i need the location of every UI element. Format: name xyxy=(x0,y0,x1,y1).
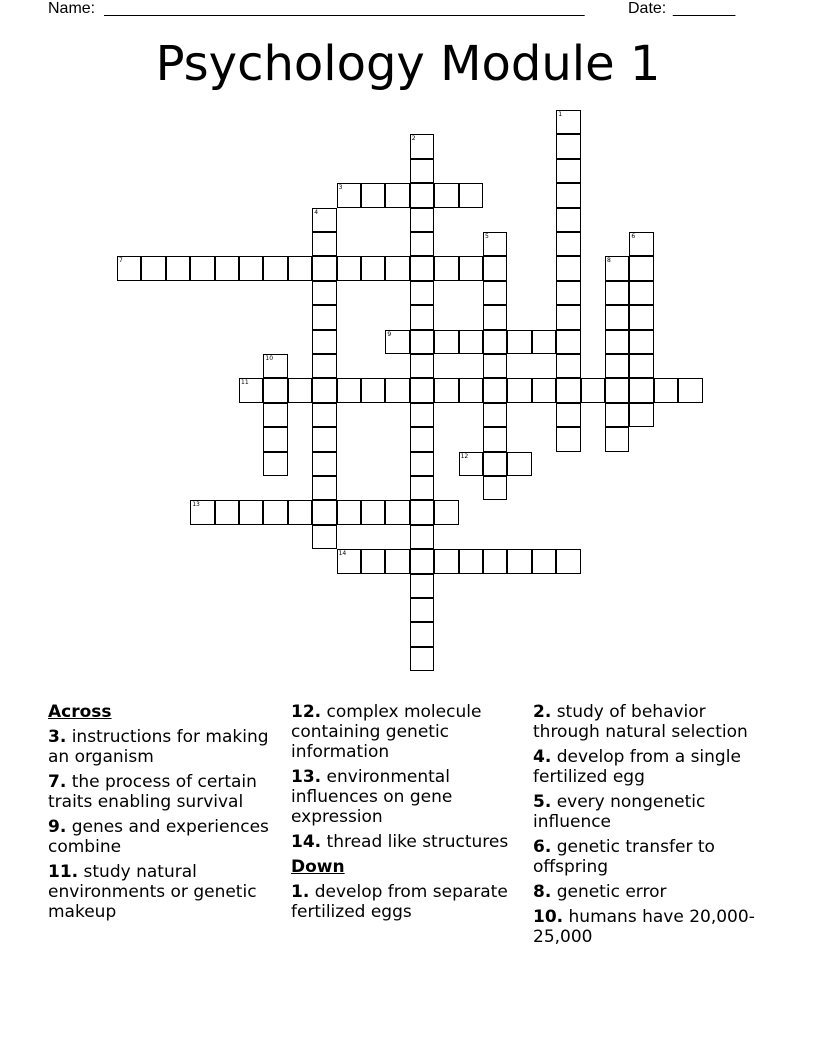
grid-cell[interactable] xyxy=(459,183,483,207)
clue-number: 9 xyxy=(387,330,392,338)
clue-item xyxy=(291,702,523,762)
clue-number-label: 8. xyxy=(533,882,552,902)
clue-item xyxy=(48,817,280,857)
grid-cell[interactable] xyxy=(263,452,287,476)
grid-cell[interactable] xyxy=(605,378,629,402)
grid-cell[interactable] xyxy=(361,378,385,402)
grid-cell[interactable] xyxy=(361,549,385,573)
grid-cell[interactable] xyxy=(507,452,531,476)
grid-cell[interactable] xyxy=(483,403,507,427)
grid-cell[interactable] xyxy=(312,305,336,329)
grid-cell[interactable] xyxy=(288,378,312,402)
clue-number: 1 xyxy=(558,111,563,118)
grid-cell[interactable] xyxy=(459,378,483,402)
grid-cell[interactable] xyxy=(312,452,336,476)
grid-cell[interactable] xyxy=(337,549,361,573)
clue-text: the process of certain traits enabling survival xyxy=(48,772,257,812)
grid-cell[interactable] xyxy=(410,183,434,207)
grid-cell[interactable] xyxy=(312,256,336,280)
clue-text: genes and experiences combine xyxy=(48,817,269,857)
grid-cell[interactable] xyxy=(410,159,434,183)
grid-cell[interactable] xyxy=(410,232,434,256)
grid-cell[interactable] xyxy=(117,256,141,280)
clue-number-label: 12. xyxy=(291,702,322,722)
grid-cell[interactable] xyxy=(605,403,629,427)
grid-cell[interactable] xyxy=(312,476,336,500)
grid-cell[interactable] xyxy=(483,452,507,476)
grid-cell[interactable] xyxy=(434,183,458,207)
grid-cell[interactable] xyxy=(215,500,239,524)
grid-cell[interactable] xyxy=(312,208,336,232)
grid-cell[interactable] xyxy=(263,500,287,524)
grid-cell[interactable] xyxy=(556,354,580,378)
grid-cell[interactable] xyxy=(629,305,653,329)
grid-cell[interactable] xyxy=(483,256,507,280)
clue-text: environmental influences on gene expression xyxy=(291,767,453,827)
grid-cell[interactable] xyxy=(459,452,483,476)
grid-cell[interactable] xyxy=(605,330,629,354)
clue-item xyxy=(533,702,773,742)
page-title: Psychology Module 1 xyxy=(155,36,661,92)
grid-cell[interactable] xyxy=(556,183,580,207)
name-label: Name: xyxy=(48,0,96,17)
grid-cell[interactable] xyxy=(605,256,629,280)
grid-cell[interactable] xyxy=(410,452,434,476)
grid-cell[interactable] xyxy=(312,330,336,354)
grid-cell[interactable] xyxy=(288,256,312,280)
grid-cell[interactable] xyxy=(190,256,214,280)
clue-text: humans have 20,000-25,000 xyxy=(533,907,755,947)
clue-number: 10 xyxy=(265,355,274,362)
grid-cell[interactable] xyxy=(556,403,580,427)
clue-text: thread like structures xyxy=(321,832,509,852)
grid-cell[interactable] xyxy=(434,378,458,402)
grid-cell[interactable] xyxy=(459,330,483,354)
clue-number: 3 xyxy=(338,184,343,192)
grid-cell[interactable] xyxy=(410,354,434,378)
grid-cell[interactable] xyxy=(190,500,214,524)
grid-cell[interactable] xyxy=(483,378,507,402)
clue-item xyxy=(291,832,523,852)
grid-cell[interactable] xyxy=(556,281,580,305)
date-field-line: _______ xyxy=(673,0,736,17)
grid-cell[interactable] xyxy=(312,378,336,402)
grid-cell[interactable] xyxy=(556,427,580,451)
grid-cell[interactable] xyxy=(337,256,361,280)
clue-number: 13 xyxy=(192,501,200,509)
grid-cell[interactable] xyxy=(629,330,653,354)
grid-cell[interactable] xyxy=(629,256,653,280)
clue-item xyxy=(291,767,523,827)
grid-cell[interactable] xyxy=(410,500,434,524)
clue-item xyxy=(533,907,773,947)
grid-cell[interactable] xyxy=(532,378,556,402)
grid-cell[interactable] xyxy=(581,378,605,402)
clue-item xyxy=(291,882,523,922)
grid-cell[interactable] xyxy=(629,354,653,378)
clue-number: 7 xyxy=(119,257,123,265)
clue-number: 12 xyxy=(460,452,469,460)
clue-number-label: 2. xyxy=(533,702,552,722)
grid-cell[interactable] xyxy=(556,549,580,573)
grid-cell[interactable] xyxy=(410,403,434,427)
grid-cell[interactable] xyxy=(483,281,507,305)
clue-number-label: 6. xyxy=(533,837,552,857)
grid-cell[interactable] xyxy=(483,330,507,354)
grid-cell[interactable] xyxy=(654,378,678,402)
grid-cell[interactable] xyxy=(410,378,434,402)
grid-cell[interactable] xyxy=(263,403,287,427)
grid-cell[interactable] xyxy=(410,208,434,232)
clue-item xyxy=(48,862,280,922)
grid-cell[interactable] xyxy=(361,256,385,280)
grid-cell[interactable] xyxy=(141,256,165,280)
grid-cell[interactable] xyxy=(410,622,434,646)
grid-cell[interactable] xyxy=(410,256,434,280)
grid-cell[interactable] xyxy=(410,330,434,354)
grid-cell[interactable] xyxy=(605,427,629,451)
grid-cell[interactable] xyxy=(263,256,287,280)
clue-item xyxy=(533,882,773,902)
clues-column-2 xyxy=(291,702,523,927)
grid-cell[interactable] xyxy=(385,500,409,524)
clue-number: 14 xyxy=(338,550,347,558)
clue-number: 4 xyxy=(314,208,319,216)
grid-cell[interactable] xyxy=(678,378,702,402)
down-heading: Down xyxy=(291,857,345,877)
clue-text: genetic transfer to offspring xyxy=(533,837,715,877)
grid-cell[interactable] xyxy=(312,403,336,427)
grid-cell[interactable] xyxy=(434,500,458,524)
grid-cell[interactable] xyxy=(410,476,434,500)
grid-cell[interactable] xyxy=(312,232,336,256)
grid-cell[interactable] xyxy=(483,549,507,573)
grid-cell[interactable] xyxy=(629,281,653,305)
grid-cell[interactable] xyxy=(385,549,409,573)
grid-cell[interactable] xyxy=(605,281,629,305)
grid-cell[interactable] xyxy=(410,647,434,671)
clue-number: 2 xyxy=(411,135,416,143)
grid-cell[interactable] xyxy=(337,183,361,207)
grid-cell[interactable] xyxy=(337,500,361,524)
grid-cell[interactable] xyxy=(239,500,263,524)
grid-cell[interactable] xyxy=(410,525,434,549)
grid-cell[interactable] xyxy=(166,256,190,280)
clue-number: 6 xyxy=(631,233,636,240)
clue-number-label: 13. xyxy=(291,767,322,787)
clue-text: study of behavior through natural selection xyxy=(533,702,748,742)
grid-cell[interactable] xyxy=(483,305,507,329)
grid-cell[interactable] xyxy=(556,232,580,256)
clue-number: 11 xyxy=(241,379,249,387)
grid-cell[interactable] xyxy=(483,354,507,378)
grid-cell[interactable] xyxy=(263,378,287,402)
grid-cell[interactable] xyxy=(410,598,434,622)
grid-cell[interactable] xyxy=(556,208,580,232)
grid-cell[interactable] xyxy=(556,256,580,280)
grid-cell[interactable] xyxy=(629,403,653,427)
grid-cell[interactable] xyxy=(629,378,653,402)
grid-cell[interactable] xyxy=(312,281,336,305)
grid-cell[interactable] xyxy=(556,305,580,329)
grid-cell[interactable] xyxy=(410,134,434,158)
grid-cell[interactable] xyxy=(434,549,458,573)
clue-text: every nongenetic influence xyxy=(533,792,706,832)
grid-cell[interactable] xyxy=(337,378,361,402)
clue-number-label: 11. xyxy=(48,862,79,882)
grid-cell[interactable] xyxy=(483,427,507,451)
clue-number-label: 1. xyxy=(291,882,310,902)
grid-cell[interactable] xyxy=(288,500,312,524)
grid-cell[interactable] xyxy=(459,256,483,280)
grid-cell[interactable] xyxy=(263,354,287,378)
clue-text: develop from a single fertilized egg xyxy=(533,747,741,787)
grid-cell[interactable] xyxy=(410,427,434,451)
clue-number-label: 4. xyxy=(533,747,552,767)
clue-number-label: 10. xyxy=(533,907,564,927)
grid-cell[interactable] xyxy=(459,549,483,573)
grid-cell[interactable] xyxy=(556,110,580,134)
grid-cell[interactable] xyxy=(556,378,580,402)
grid-cell[interactable] xyxy=(410,281,434,305)
clue-number-label: 9. xyxy=(48,817,67,837)
grid-cell[interactable] xyxy=(556,330,580,354)
grid-cell[interactable] xyxy=(385,256,409,280)
grid-cell[interactable] xyxy=(312,500,336,524)
clue-text: genetic error xyxy=(551,882,667,902)
clue-number: 8 xyxy=(607,257,611,265)
grid-cell[interactable] xyxy=(385,330,409,354)
clue-number-label: 7. xyxy=(48,772,67,792)
grid-cell[interactable] xyxy=(410,305,434,329)
across-heading: Across xyxy=(48,702,112,722)
grid-cell[interactable] xyxy=(605,354,629,378)
name-field-line: ______________________________________________________ xyxy=(104,0,585,17)
grid-cell[interactable] xyxy=(507,549,531,573)
clue-text: complex molecule containing genetic information xyxy=(291,702,482,762)
clue-number-label: 14. xyxy=(291,832,322,852)
clue-text: instructions for making an organism xyxy=(48,727,269,767)
clue-text: study natural environments or genetic makeup xyxy=(48,862,257,922)
clue-item xyxy=(533,792,773,832)
grid-cell[interactable] xyxy=(263,427,287,451)
grid-cell[interactable] xyxy=(556,134,580,158)
grid-cell[interactable] xyxy=(507,378,531,402)
grid-cell[interactable] xyxy=(312,525,336,549)
grid-cell[interactable] xyxy=(532,330,556,354)
clue-item xyxy=(533,747,773,787)
clue-item xyxy=(48,772,280,812)
grid-cell[interactable] xyxy=(605,305,629,329)
grid-cell[interactable] xyxy=(410,574,434,598)
grid-cell[interactable] xyxy=(215,256,239,280)
clue-item xyxy=(533,837,773,877)
grid-cell[interactable] xyxy=(239,378,263,402)
grid-cell[interactable] xyxy=(434,330,458,354)
grid-cell[interactable] xyxy=(629,232,653,256)
clues-column-1 xyxy=(48,702,280,927)
grid-cell[interactable] xyxy=(385,183,409,207)
grid-cell[interactable] xyxy=(532,549,556,573)
grid-cell[interactable] xyxy=(507,330,531,354)
grid-cell[interactable] xyxy=(434,256,458,280)
clue-number: 5 xyxy=(485,233,489,240)
grid-cell[interactable] xyxy=(361,183,385,207)
clue-item xyxy=(48,727,280,767)
grid-cell[interactable] xyxy=(483,476,507,500)
grid-cell[interactable] xyxy=(385,378,409,402)
clue-number-label: 3. xyxy=(48,727,67,747)
clues-column-3 xyxy=(533,702,773,952)
grid-cell[interactable] xyxy=(556,159,580,183)
grid-cell[interactable] xyxy=(239,256,263,280)
clue-number-label: 5. xyxy=(533,792,552,812)
clue-text: develop from separate fertilized eggs xyxy=(291,882,508,922)
grid-cell[interactable] xyxy=(410,549,434,573)
grid-cell[interactable] xyxy=(361,500,385,524)
grid-cell[interactable] xyxy=(483,232,507,256)
grid-cell[interactable] xyxy=(312,354,336,378)
date-label: Date: xyxy=(628,0,667,17)
grid-cell[interactable] xyxy=(312,427,336,451)
